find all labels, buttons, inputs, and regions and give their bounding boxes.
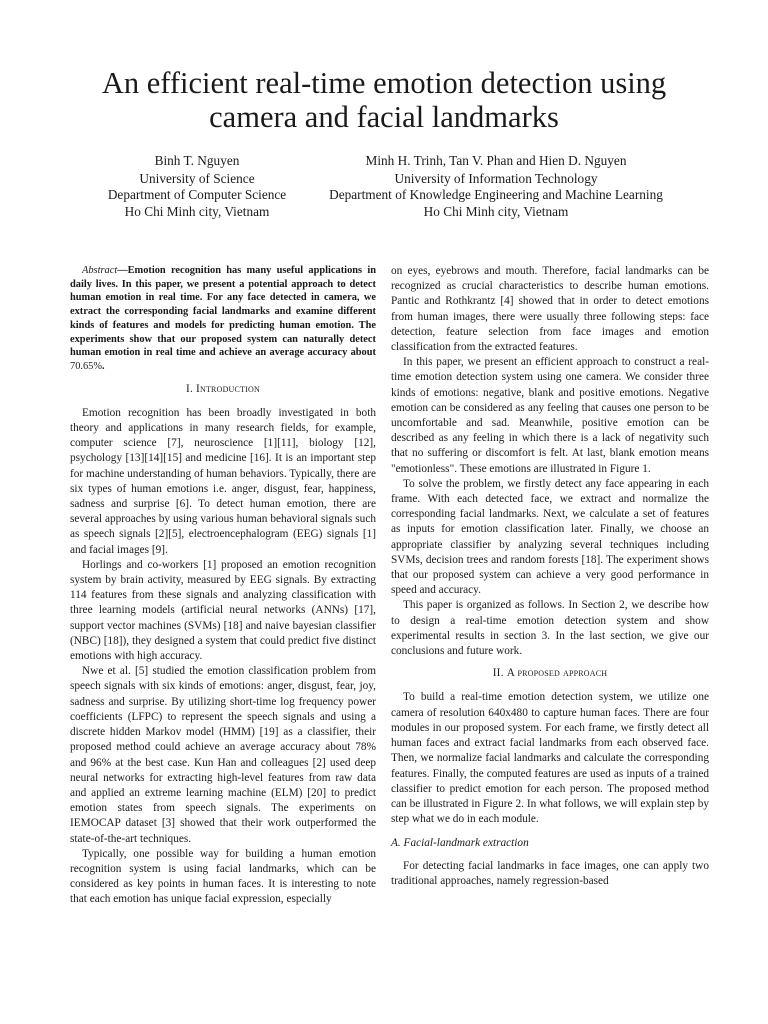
title-line-1: An efficient real-time emotion detection using bbox=[101, 66, 667, 100]
paragraph: Emotion recognition has been broadly investigated in both theory and applications in many research fields, for example, computer science [7], neuroscience [1][11], biology [12], psychology [13][14][15] and medicine [16]. It is an important step for machine understanding of human behaviors. Typically, there are six types of human emotions i.e. anger, disgust, fear, happiness, sadness and surprise [6]. To detect human emotion, there are several approaches by using various human behavioral signals such as speech signals [2][5], electroencephalogram (EEG) signals [1] and facial images [9]. bbox=[70, 406, 376, 556]
author-block-2 bbox=[320, 153, 672, 220]
section-title: A proposed approach bbox=[506, 667, 608, 680]
author-affiliation: Ho Chi Minh city, Vietnam bbox=[124, 203, 270, 219]
section-numeral: II. bbox=[492, 667, 507, 680]
paragraph: For detecting facial landmarks in face images, one can apply two traditional approaches, namely regression-based bbox=[391, 859, 709, 887]
abstract-text: —Emotion recognition has many useful applications in daily lives. In this paper, we present a potential approach to detect human emotion in real time. For any face detected in camera, we extract the corresponding facial landmarks and examine different kinds of features and models for predicting human emotion. The experiments show that our proposed system can naturally detect human emotion in real time and achieve an average accuracy about bbox=[70, 265, 376, 359]
paragraph: Typically, one possible way for building a human emotion recognition system is using facial landmarks, which can be considered as key points in human faces. It is interesting to note that each emotion has unique facial expression, especially bbox=[70, 847, 376, 906]
paragraph: Nwe et al. [5] studied the emotion classification problem from speech signals with six kinds of emotions: anger, disgust, fear, joy, sadness and surprise. By utilizing short-time log frequency power coefficients (LFPC) to represent the speech signals and using a discrete hidden Markov model (HMM) [19] as a classifier, their proposed method could achieve an average accuracy about 78% and 96% at the best case. Kun Han and colleagues [2] used deep neural networks for extracting high-level features from raw data and applied an extreme learning machine (ELM) [20] to predict emotion states from speech signals. The experiments on IEMOCAP dataset [3] showed that their work outperformed the state-of-the-art techniques. bbox=[70, 665, 376, 845]
left-column bbox=[70, 264, 376, 908]
author-block-1 bbox=[70, 153, 324, 220]
abstract-label: Abstract bbox=[82, 265, 118, 276]
paragraph: To solve the problem, we firstly detect any face appearing in each frame. With each detected face, we extract and normalize the corresponding facial landmarks. Next, we calculate a set of features as inputs for emotion classification later. Finally, we choose an appropriate classifier by analyzing several techniques including SVMs, decision trees and random forests [18]. The experiment shows that our proposed system can achieve a very good performance in speed and accuracy. bbox=[391, 477, 709, 597]
author-affiliation: Department of Knowledge Engineering and Machine Learning bbox=[329, 187, 663, 203]
abstract-end: . bbox=[102, 360, 105, 372]
author-affiliation: University of Information Technology bbox=[394, 171, 598, 187]
section-title: Introduction bbox=[196, 382, 260, 395]
section-heading-introduction bbox=[70, 382, 376, 397]
paragraph: In this paper, we present an efficient approach to construct a real-time emotion detection system using one camera. We consider three kinds of emotions: negative, blank and positive emotions. Negative emotion can be considered as any feeling that causes one person to be uncomfortable and sad. Meanwhile, positive emotion can be described as any feeling in which there is a lack of negativity such that no suffering or discomfort is felt. At last, blank emotion means "emotionless". These emotions are illustrated in Figure 1. bbox=[391, 356, 709, 475]
author-name: Binh T. Nguyen bbox=[154, 153, 240, 168]
author-name: Minh H. Trinh, Tan V. Phan and Hien D. Nguyen bbox=[365, 153, 627, 168]
paper-title bbox=[0, 66, 768, 134]
section-heading-proposed-approach bbox=[391, 666, 709, 681]
paragraph: Horlings and co-workers [1] proposed an emotion recognition system by brain activity, measured by EEG signals. By extracting 114 features from these signals and analyzing classification with three learning models (artificial neural networks (ANNs) [17], support vector machines (SVMs) [18] and naive bayesian classifier (NBC) [18]), they designed a system that could predict five distinct emotions with high accuracy. bbox=[70, 558, 376, 663]
abstract bbox=[70, 264, 376, 374]
title-line-2: camera and facial landmarks bbox=[209, 100, 559, 134]
paragraph: This paper is organized as follows. In Section 2, we describe how to design a real-time emotion detection system and show experimental results in section 3. In the last section, we give our conclusions and future work. bbox=[391, 599, 709, 658]
abstract-accuracy: 70.65% bbox=[70, 360, 103, 372]
author-affiliation: Department of Computer Science bbox=[107, 187, 287, 203]
author-affiliation: Ho Chi Minh city, Vietnam bbox=[423, 203, 569, 219]
subsection-heading: A. Facial-landmark extraction bbox=[391, 837, 529, 850]
paragraph: To build a real-time emotion detection system, we utilize one camera of resolution 640x480 to capture human faces. There are four modules in our proposed system. For each frame, we firstly detect all human faces and extract facial landmarks from each observed face. Then, we normalize facial landmarks and calculate the corresponding features. Finally, the computed features are used as inputs of a trained classifier to predict emotion for each person. The proposed method can be illustrated in Figure 2. In what follows, we will explain step by step what we do in each module. bbox=[391, 691, 709, 826]
paragraph-continued: on eyes, eyebrows and mouth. Therefore, facial landmarks can be recognized as crucial characteristics to describe human emotions. Pantic and Rothkrantz [4] showed that in order to detect emotions from human images, there were usually three following steps: face detection, feature selection from face images and emotion classification from the extracted features. bbox=[391, 265, 709, 354]
author-affiliation: University of Science bbox=[139, 171, 255, 187]
section-numeral: I. bbox=[186, 382, 197, 395]
right-column bbox=[391, 264, 709, 889]
